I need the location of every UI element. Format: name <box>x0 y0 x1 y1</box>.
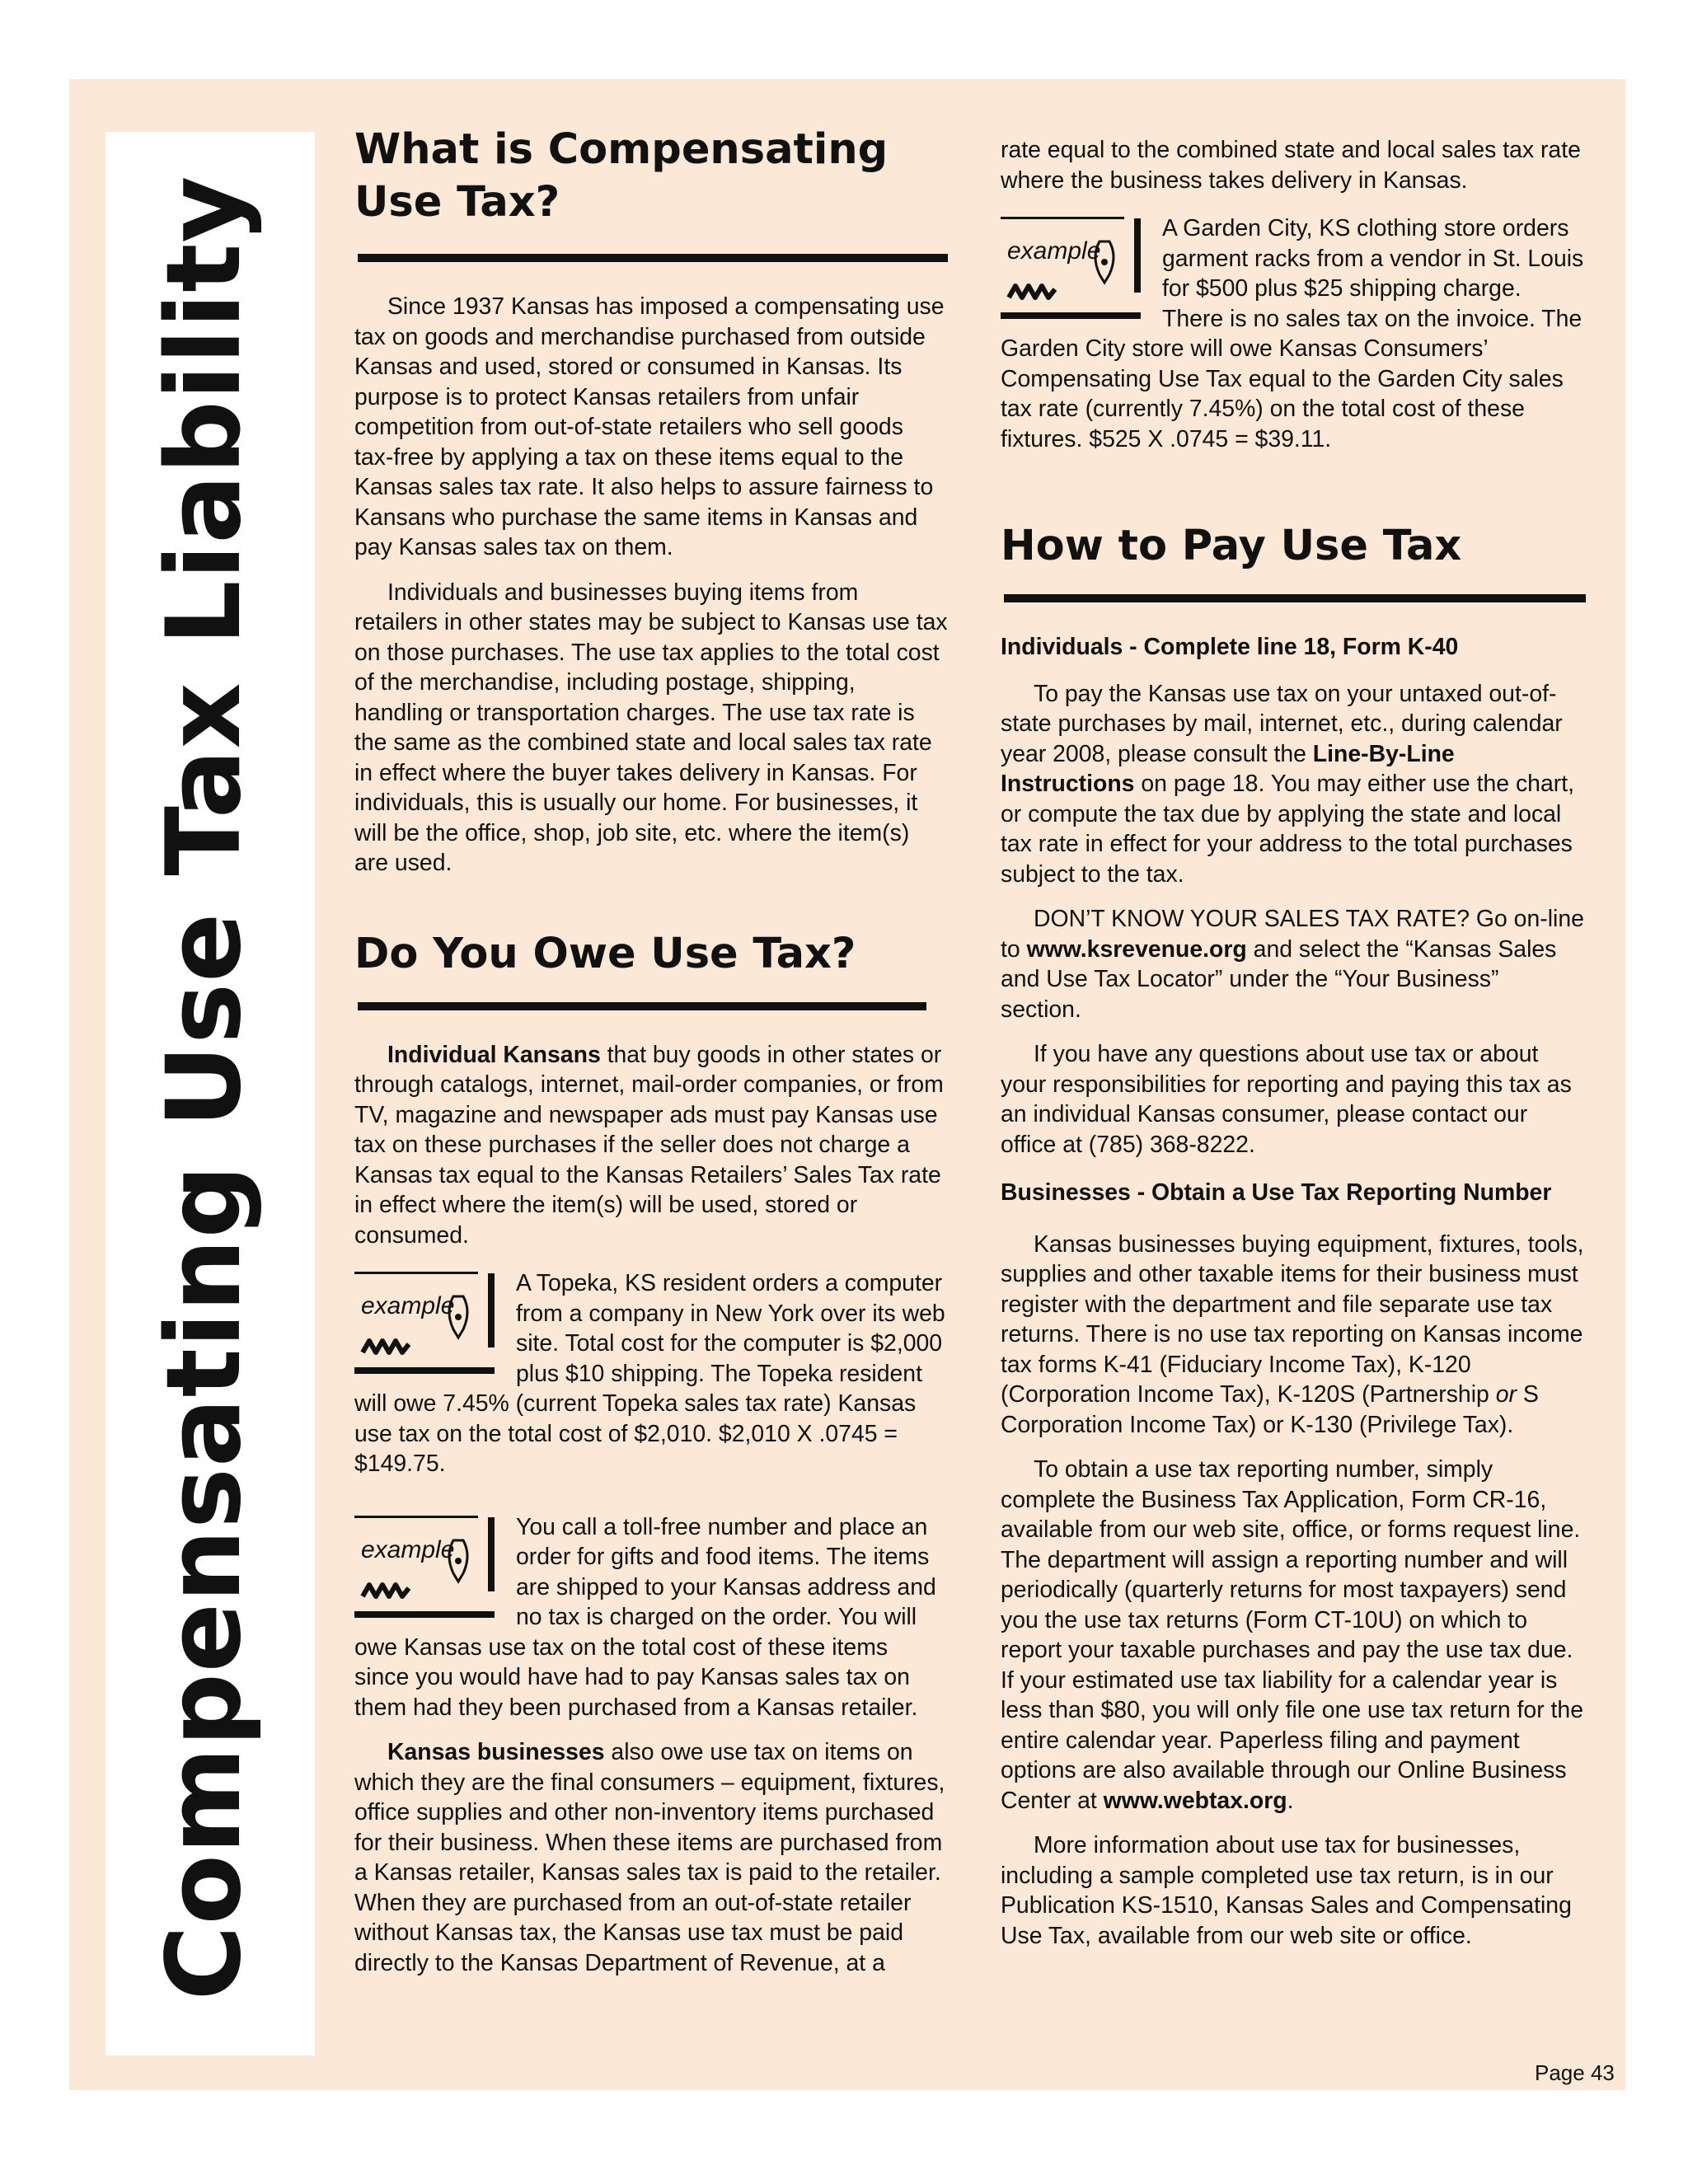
subheading-businesses: Businesses - Obtain a Use Tax Reporting Number <box>1001 1179 1552 1206</box>
heading-do-you-owe: Do You Owe Use Tax? <box>354 929 856 978</box>
example-icon <box>354 1272 495 1374</box>
paragraph-text: Kansas businesses buying equipment, fixtures, tools, supplies and other taxable items for their business must register with the department and file separate use tax returns. There is no use tax reporting on Kansas income tax forms K-41 (Fiduciary Income Tax), K-120 (Corporation Income Tax), K-120S (Partnership <box>1001 1230 1584 1408</box>
paragraph: If you have any questions about use tax or about your responsibilities for reporting and paying this tax as an individual Kansas consumer, please contact our office at (785) 368-8222. <box>1001 1041 1572 1158</box>
heading-rule <box>1004 594 1586 602</box>
example-label: example <box>1007 237 1101 265</box>
paragraph: Since 1937 Kansas has imposed a compensating use tax on goods and merchandise purchased from outside Kansas and used, stored or consumed in Kansas. Its purpose is to protect Kansas retailers from unfair competition from out-of-state retailers who sell goods tax-free by applying a tax on these items equal to the Kansas sales tax rate. It also helps to assure fairness to Kansans who purchase the same items in Kansas and pay Kansas sales tax on them. <box>354 293 945 560</box>
paragraph: rate equal to the combined state and local sales tax rate where the business takes delivery in Kansas. <box>1001 137 1581 194</box>
paragraph-text: To pay the Kansas use tax on your untaxed out-of-state purchases by mail, internet, etc., during calendar year 2008, please consult the <box>1001 680 1563 767</box>
bold-term: Individual Kansans <box>387 1041 601 1068</box>
subheading-individuals: Individuals - Complete line 18, Form K-40 <box>1001 634 1459 660</box>
heading-how-to-pay: How to Pay Use Tax <box>1001 522 1462 570</box>
example-text: A Garden City, KS clothing store orders garment racks from a vendor in St. Louis for $500 plus $25 shipping charge. There is no sales tax on the invoice. The Garden City store will owe Kansas Consumers’ Compensating Use Tax equal to the Garden City sales tax rate (currently 7.45%) on the total cost of these fixtures. $525 X .0745 = $39.11. <box>1001 215 1584 452</box>
example-paragraph <box>354 1512 948 1723</box>
bold-term: Kansas businesses <box>387 1739 605 1765</box>
paragraph-text: To obtain a use tax reporting number, simply complete the Business Tax Application, Form CR-16, available from our web site, office, or forms request line. The department will assign a reporting number and will periodically (quarterly returns for most taxpayers) send you the use tax returns (Form CT-10U) on which to report your taxable purchases and pay the use tax due. If your estimated use tax liability for a calendar year is less than $80, you will only file one use tax return for the entire calendar year. Paperless filing and payment options are also available through our Online Business Center at <box>1001 1456 1584 1814</box>
paragraph: Individuals and businesses buying items from retailers in other states may be subject to Kansas use tax on those purchases. The use tax applies to the total cost of the merchandise, including postage, shipping, handling or transportation charges. The use tax rate is the same as the combined state and local sales tax rate in effect where the buyer takes delivery in Kansas. For individuals, this is usually our home. For businesses, it will be the office, shop, job site, etc. where the item(s) are used. <box>354 579 948 876</box>
heading-rule <box>358 254 948 262</box>
website-link[interactable]: www.webtax.org <box>1103 1787 1287 1814</box>
paragraph-text: S Corporation Income Tax) or K-130 (Privilege Tax). <box>1001 1381 1539 1438</box>
example-icon <box>354 1516 495 1618</box>
paragraph <box>1001 679 1586 890</box>
sidebar-title: Compensating Use Tax Liability <box>145 175 264 2001</box>
heading-what-is-use-tax: What is Compensating Use Tax? <box>354 125 889 227</box>
paragraph <box>354 1737 948 1978</box>
italic-term: or <box>1495 1381 1517 1408</box>
example-paragraph <box>354 1268 948 1479</box>
paragraph-text: DON’T KNOW YOUR SALES TAX RATE? Go on-line to <box>1001 906 1584 963</box>
example-icon <box>1001 217 1141 319</box>
paragraph <box>354 1040 948 1251</box>
paragraph <box>1001 904 1586 1024</box>
paragraph-text: also owe use tax on items on which they are the final consumers – equipment, fixtures, office supplies and other non-inventory items purchased for their business. When these items are purchased from a Kansas retailer, Kansas sales tax is paid to the retailer. When they are purchased from an out-of-state retailer without Kansas tax, the Kansas use tax must be paid directly to the Kansas Department of Revenue, at a <box>354 1739 945 1976</box>
paragraph <box>1001 1455 1586 1816</box>
example-text: You call a toll-free number and place an order for gifts and food items. The items are shipped to your Kansas address and no tax is charged on the order. You will owe Kansas use tax on the total cost of these items since you would have had to pay Kansas sales tax on them had they been purchased from a Kansas retailer. <box>354 1513 936 1721</box>
paragraph: More information about use tax for businesses, including a sample completed use tax return, is in our Publication KS-1510, Kansas Sales and Compensating Use Tax, available from our web site or office. <box>1001 1832 1572 1949</box>
example-label: example <box>361 1292 455 1319</box>
paragraph-text: that buy goods in other states or through catalogs, internet, mail-order companies, or from TV, magazine and newspaper ads must pay Kansas use tax on these purchases if the seller does not charge a Kansas tax equal to the Kansas Retailers’ Sales Tax rate in effect where the item(s) will be used, stored or consumed. <box>354 1041 944 1249</box>
right-column <box>1001 135 1586 1966</box>
paragraph <box>1001 1230 1586 1441</box>
paragraph-text: on page 18. You may either use the chart, or compute the tax due by applying the state and local tax rate in effect for your address to the total purchases subject to the tax. <box>1001 771 1574 888</box>
website-link[interactable]: www.ksrevenue.org <box>1026 935 1247 963</box>
paragraph-text: . <box>1287 1787 1294 1814</box>
page-number: Page 43 <box>1535 2060 1615 2085</box>
example-paragraph <box>1001 213 1586 454</box>
example-label: example <box>361 1535 455 1563</box>
left-column <box>354 124 948 1993</box>
heading-rule <box>358 1002 926 1010</box>
bold-term: Line-By-Line Instructions <box>1001 740 1455 797</box>
paragraph-text: and select the “Kansas Sales and Use Tax Locator” under the “Your Business” section. <box>1001 935 1557 1023</box>
example-text: A Topeka, KS resident orders a computer from a company in New York over its web site. Total cost for the computer is $2,000 plus $10 shipping. The Topeka resident will owe 7.45% (current Topeka sales tax rate) Kansas use tax on the total cost of $2,010. $2,010 X .0745 = $149.75. <box>354 1270 945 1477</box>
